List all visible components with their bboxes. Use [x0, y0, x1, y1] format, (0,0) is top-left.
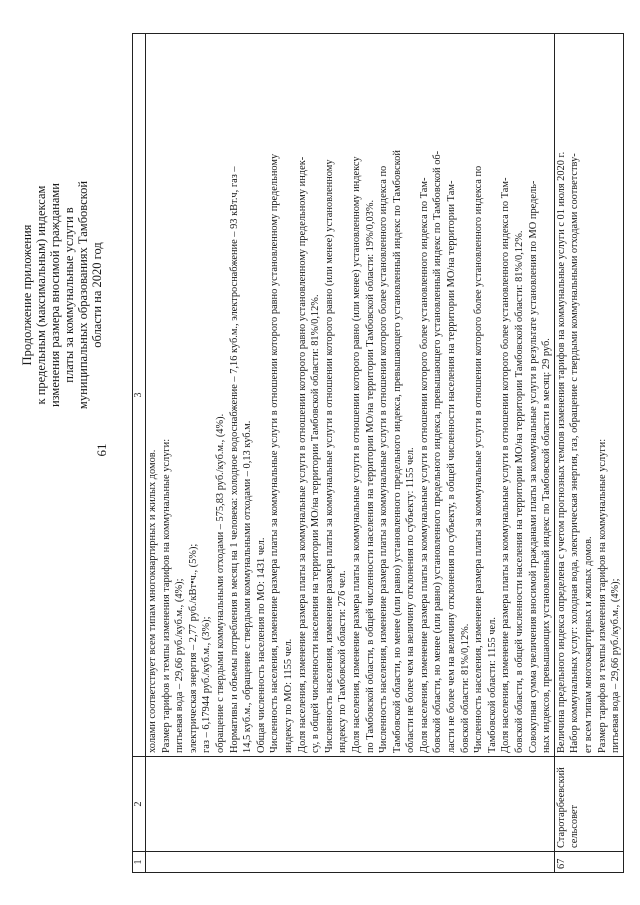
municipality-cell: Старотарбеевский сельсовет [554, 757, 623, 852]
header-line: муниципальных образованиях Тамбовской [76, 180, 90, 410]
description-line: Размер тарифов и темпы изменения тарифов на коммунальные услуги: [596, 438, 608, 753]
description-line: питьевая вода – 29,66 руб./куб.м., (4%); [610, 578, 622, 753]
description-line: Численность населения, изменение размера платы за коммунальные услуги в отношении которого более установленного индекса по [473, 165, 485, 753]
description-line: индексу по МО: 1155 чел. [282, 638, 294, 753]
header-line: Продолжение приложения [20, 224, 34, 366]
page-number: 61 [94, 443, 109, 457]
description-line: Доля населения, изменение размера платы за коммунальные услуги в отношении которого более установленного индекса по Там- [500, 177, 512, 753]
description-cell [554, 34, 623, 757]
description-line: газ – 6,17944 руб./куб.м., (3%); [201, 616, 213, 753]
description-line: ных индексов, превышающих установленный индекс по Тамбовской области в месяц: 29 руб. [541, 338, 553, 753]
column-number-3: 3 [133, 34, 146, 757]
description-line: бовской области, в общей численности населения на территории МО/на территории Тамбовской области: 81%/0,12%. [514, 230, 526, 753]
description-line: питьевая вода – 29,66 руб./куб.м., (4%); [174, 578, 186, 753]
row-number-cell [146, 852, 555, 873]
description-line: области не более чем на величину отклонения по субъекту: 1155 чел. [405, 447, 417, 753]
description-line: ет всем типам многоквартирных и жилых домов. [583, 536, 594, 753]
description-line: су, в общей численности населения на территории МО/на территории Тамбовской области: 81%/0,12%. [310, 294, 322, 753]
description-line: электрическая энергия – 2,77 руб./кВт•ч., (5%); [187, 543, 199, 753]
description-line: 14,5 куб.м., обращение с твердыми коммунальными отходами – 0,13 куб.м. [242, 420, 254, 753]
table-row-67 [554, 34, 623, 873]
header-line: платы за коммунальные услуги в [62, 207, 76, 383]
description-line: обращение с твердыми коммунальными отходами – 575,83 руб./куб.м., (4%). [214, 413, 226, 753]
description-line: Набор коммунальных услуг: холодная вода, электрическая энергия, газ, обращение с твердыми коммунальными отходами соответству- [569, 153, 581, 753]
row-number-cell: 67 [554, 852, 623, 873]
description-line: Совокупная сумма увеличения вносимой гражданами платы за коммунальные услуги в результате установления по МО предель- [527, 180, 539, 753]
municipality-cell [146, 757, 555, 852]
description-line: индексу по Тамбовской области: 276 чел. [337, 570, 349, 753]
column-number-1: 1 [133, 852, 146, 873]
header-line: к предельным (максимальным) индексам [34, 185, 48, 405]
description-line: Доля населения, изменение размера платы за коммунальные услуги в отношении которого равно (или менее) установленному индексу [350, 156, 362, 753]
column-number-row [133, 34, 146, 873]
description-line: Доля населения, изменение размера платы за коммунальные услуги в отношении которого более установленного индекса по Там- [418, 177, 430, 753]
description-cell [146, 34, 555, 757]
description-line: по Тамбовской области, в общей численности населения на территории МО/на территории Тамбовской области: 19%/0,03%. [364, 199, 376, 753]
description-line: Доля населения, изменение размера платы за коммунальные услуги в отношении которого равно установленному предельному индек- [296, 156, 308, 753]
column-number-2: 2 [133, 757, 146, 852]
description-line: Численность населения, изменение размера платы за коммунальные услуги в отношении которого равно установленному предельному [269, 153, 281, 753]
appendix-header [20, 115, 104, 475]
description-line: Размер тарифов и темпы изменения тарифов на коммунальные услуги: [160, 438, 172, 753]
table-row-continued [146, 34, 555, 873]
tariff-index-table [132, 33, 624, 873]
header-line: изменения размера вносимой гражданами [48, 183, 62, 408]
description-line: Численность населения, изменение размера платы за коммунальные услуги в отношении которого равно (или менее) установленному [323, 159, 335, 753]
description-line: Величина предельного индекса определена с учетом прогнозных темпов изменения тарифов на коммунальные услуги с 01 июля 2020 г. [555, 151, 567, 753]
description-line: Тамбовской области, но менее (или равно) установленного предельного индекса, превышающего установленный индекс по Тамбовской [391, 150, 403, 753]
description-line: холами соответствует всем типам многоквартирных и жилых домов. [147, 449, 158, 753]
description-line: ласти не более чем на величину отклонения по субъекту, в общей численности населения на территории МО/на территории Там- [446, 180, 458, 753]
description-line: Общая численность населения по МО: 1431 чел. [255, 537, 267, 753]
header-line: области на 2020 год [90, 242, 104, 348]
description-line: Численность населения, изменение размера платы за коммунальные услуги в отношении которого более установленного индекса по [378, 165, 390, 753]
description-line: Тамбовской области: 1155 чел. [486, 617, 498, 753]
description-line: бовской области, но менее (или равно) установленного предельного индекса, превышающего установленный индекс по Тамбовской об- [432, 150, 444, 753]
description-line: Нормативы и объемы потребления в месяц на 1 человека: холодное водоснабжение – 7,16 куб.м., электроснабжение – 93 кВт.ч, газ – [228, 166, 240, 753]
description-line: бовской области: 81%/0,12%. [459, 623, 471, 753]
